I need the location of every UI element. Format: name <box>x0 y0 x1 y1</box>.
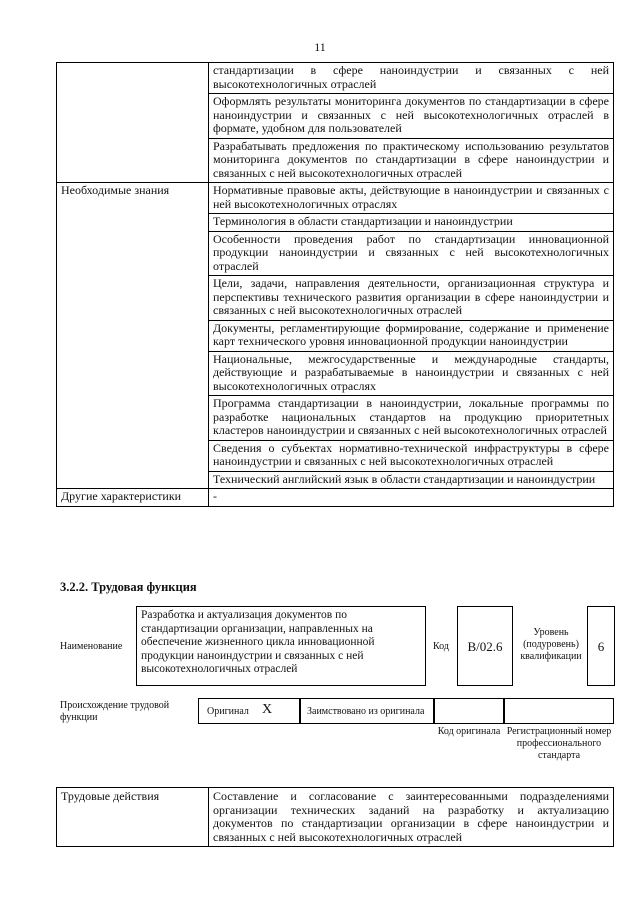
row-item: Национальные, межгосударственные и международные стандарты, действующие и разрабатываемые в наноиндустрии и связанных с ней высокотехнологичных отраслях <box>209 351 614 396</box>
table-row <box>57 489 614 507</box>
competency-table <box>56 62 614 507</box>
section-title: 3.2.2. Трудовая функция <box>60 580 197 594</box>
registration-number-cell <box>504 698 614 724</box>
table-row <box>57 63 614 94</box>
row-label <box>57 63 209 183</box>
level-box <box>587 606 615 686</box>
borrowed-label: Заимствовано из оригинала <box>307 706 425 717</box>
original-label: Оригинал <box>207 706 249 717</box>
row-item: Технический английский язык в области стандартизации и наноиндустрии <box>209 471 614 489</box>
row-item: Программа стандартизации в наноиндустрии, локальные программы по разработке национальных стандартов на продукцию приоритетных кластеров наноиндустрии и связанных с ней высокотехнологичных отраслей <box>209 396 614 441</box>
actions-label: Трудовые действия <box>57 788 209 847</box>
code-caption: Код оригинала <box>437 726 501 737</box>
row-item: Особенности проведения работ по стандартизации инновационной продукции наноиндустрии и связанных с ней высокотехнологичных отраслей <box>209 231 614 276</box>
function-name-box <box>136 606 426 686</box>
name-label: Наименование <box>60 641 123 652</box>
row-item: Сведения о субъектах нормативно-технической инфраструктуры в сфере наноиндустрии и связанных с ней высокотехнологичных отраслей <box>209 440 614 471</box>
row-item: - <box>209 489 614 507</box>
actions-text: Составление и согласование с заинтересованными подразделениями организации технических заданий на разработку и актуализацию документов по стандартизации организации в сфере наноиндустрии и связанных с ней высокотехнологичных отраслей <box>209 788 614 847</box>
code-box <box>457 606 513 686</box>
row-item: Оформлять результаты мониторинга документов по стандартизации в сфере наноиндустрии и связанных с ней высокотехнологичных отраслей в формате, удобном для пользователей <box>209 94 614 139</box>
table-row <box>57 788 614 847</box>
registration-caption: Регистрационный номер профессионального стандарта <box>506 726 612 761</box>
row-item: Разрабатывать предложения по практическому использованию результатов мониторинга документов по стандартизации в сфере наноиндустрии и связанных с ней высокотехнологичных отраслей <box>209 138 614 183</box>
row-item: Цели, задачи, направления деятельности, организационная структура и перспективы технического развития организации в сфере наноиндустрии и связанных с ней высокотехнологичных отраслей <box>209 276 614 321</box>
origin-label: Происхождение трудовой функции <box>60 700 170 723</box>
page-number: 11 <box>314 40 326 54</box>
original-mark: X <box>262 702 273 717</box>
function-name-value: Разработка и актуализация документов по стандартизации организации, направленных на обеспечение жизненного цикла инновационной продукции наноиндустрии и связанных с ней высокотехнологичных отраслей <box>141 609 375 676</box>
level-value: 6 <box>597 639 605 654</box>
borrowed-cell <box>300 698 434 724</box>
code-value: B/02.6 <box>467 639 503 654</box>
labor-actions-table <box>56 787 614 847</box>
row-label: Другие характеристики <box>57 489 209 507</box>
row-item: стандартизации в сфере наноиндустрии и связанных с ней высокотехнологичных отраслей <box>209 63 614 94</box>
row-item: Терминология в области стандартизации и наноиндустрии <box>209 214 614 232</box>
code-label: Код <box>433 641 449 652</box>
original-cell <box>198 698 300 724</box>
row-item: Документы, регламентирующие формирование, содержание и применение карт технического уровня инновационной продукции наноиндустрии <box>209 320 614 351</box>
row-label: Необходимые знания <box>57 183 209 489</box>
level-label: Уровень (подуровень) квалификации <box>520 627 582 662</box>
row-item: Нормативные правовые акты, действующие в наноиндустрии и связанных с ней высокотехнологичных отраслях <box>209 183 614 214</box>
original-code-cell <box>434 698 504 724</box>
table-row <box>57 183 614 214</box>
